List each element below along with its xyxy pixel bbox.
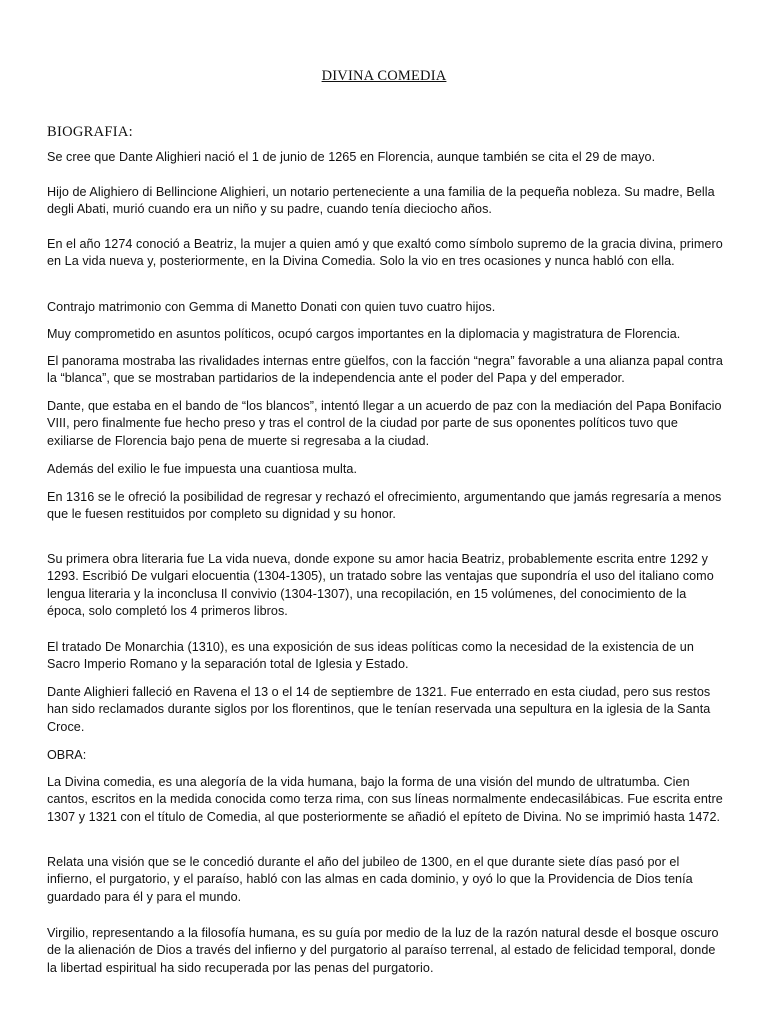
paragraph-7: Dante, que estaba en el bando de “los blancos”, intentó llegar a un acuerdo de paz con la mediación del Papa Bonifacio VIII, pero finalmente fue hecho preso y tras el control de la ciudad por parte de sus oponentes políticos tuvo que exiliarse de Florencia bajo pena de muerte si regresaba a la ciudad. bbox=[47, 399, 722, 448]
obra-heading: OBRA: bbox=[47, 748, 87, 762]
paragraph-5: Muy comprometido en asuntos políticos, ocupó cargos importantes en la diplomacia y magistratura de Florencia. bbox=[47, 327, 681, 341]
biografia-heading: BIOGRAFIA: bbox=[47, 124, 133, 140]
document-title: DIVINA COMEDIA bbox=[321, 68, 447, 84]
paragraph-9: En 1316 se le ofreció la posibilidad de regresar y rechazó el ofrecimiento, argumentando que jamás regresaría a menos que le fuesen restituidos por completo su dignidad y su honor. bbox=[47, 490, 722, 522]
paragraph-1: Se cree que Dante Alighieri nació el 1 de junio de 1265 en Florencia, aunque también se cita el 29 de mayo. bbox=[47, 150, 656, 164]
paragraph-6: El panorama mostraba las rivalidades internas entre güelfos, con la facción “negra” favorable a una alianza papal contra la “blanca”, que se mostraban partidarios de la independencia ante el poder del Papa y del emperador. bbox=[47, 354, 723, 386]
paragraph-4: Contrajo matrimonio con Gemma di Manetto Donati con quien tuvo cuatro hijos. bbox=[47, 300, 496, 314]
obra-paragraph-2: Relata una visión que se le concedió durante el año del jubileo de 1300, en el que durante siete días pasó por el infierno, el purgatorio, y el paraíso, habló con las almas en cada dominio, y oyó lo que la Providencia de Dios tenía guardado para él y para el mundo. bbox=[47, 855, 693, 904]
paragraph-12: Dante Alighieri falleció en Ravena el 13 o el 14 de septiembre de 1321. Fue enterrado en esta ciudad, pero sus restos han sido reclamados durante siglos por los florentinos, que le tenían reservada una sepultura en la iglesia de la Santa Croce. bbox=[47, 685, 711, 734]
paragraph-8: Además del exilio le fue impuesta una cuantiosa multa. bbox=[47, 462, 358, 476]
paragraph-10: Su primera obra literaria fue La vida nueva, donde expone su amor hacia Beatriz, probablemente escrita entre 1292 y 1293. Escribió De vulgari elocuentia (1304-1305), un tratado sobre las ventajas que supondría el uso del italiano como lengua literaria y la inconclusa Il convivio (1304-1307), una recopilación, en 15 volúmenes, del conocimiento de la época, solo completó los 4 primeros libros. bbox=[47, 552, 714, 618]
paragraph-11: El tratado De Monarchia (1310), es una exposición de sus ideas políticas como la necesidad de la existencia de un Sacro Imperio Romano y la separación total de Iglesia y Estado. bbox=[47, 640, 694, 672]
paragraph-3: En el año 1274 conoció a Beatriz, la mujer a quien amó y que exaltó como símbolo supremo de la gracia divina, primero en La vida nueva y, posteriormente, en la Divina Comedia. Solo la vio en tres ocasiones y nunca habló con ella. bbox=[47, 237, 723, 269]
obra-paragraph-3: Virgilio, representando a la filosofía humana, es su guía por medio de la luz de la razón natural desde el bosque oscuro de la alienación de Dios a través del infierno y del purgatorio al paraíso terrenal, al estado de felicidad temporal, donde la libertad espiritual ha sido recuperada por las penas del purgatorio. bbox=[47, 926, 719, 975]
obra-paragraph-1: La Divina comedia, es una alegoría de la vida humana, bajo la forma de una visión del mundo de ultratumba. Cien cantos, escritos en la medida conocida como terza rima, con sus líneas normalmente endecasilábicas. Fue escrita entre 1307 y 1321 con el título de Comedia, al que posteriormente se añadió el epíteto de Divina. No se imprimió hasta 1472. bbox=[47, 775, 723, 824]
paragraph-2: Hijo de Alighiero di Bellincione Alighieri, un notario perteneciente a una familia de la pequeña nobleza. Su madre, Bella degli Abati, murió cuando era un niño y su padre, cuando tenía dieciocho años. bbox=[47, 185, 715, 217]
